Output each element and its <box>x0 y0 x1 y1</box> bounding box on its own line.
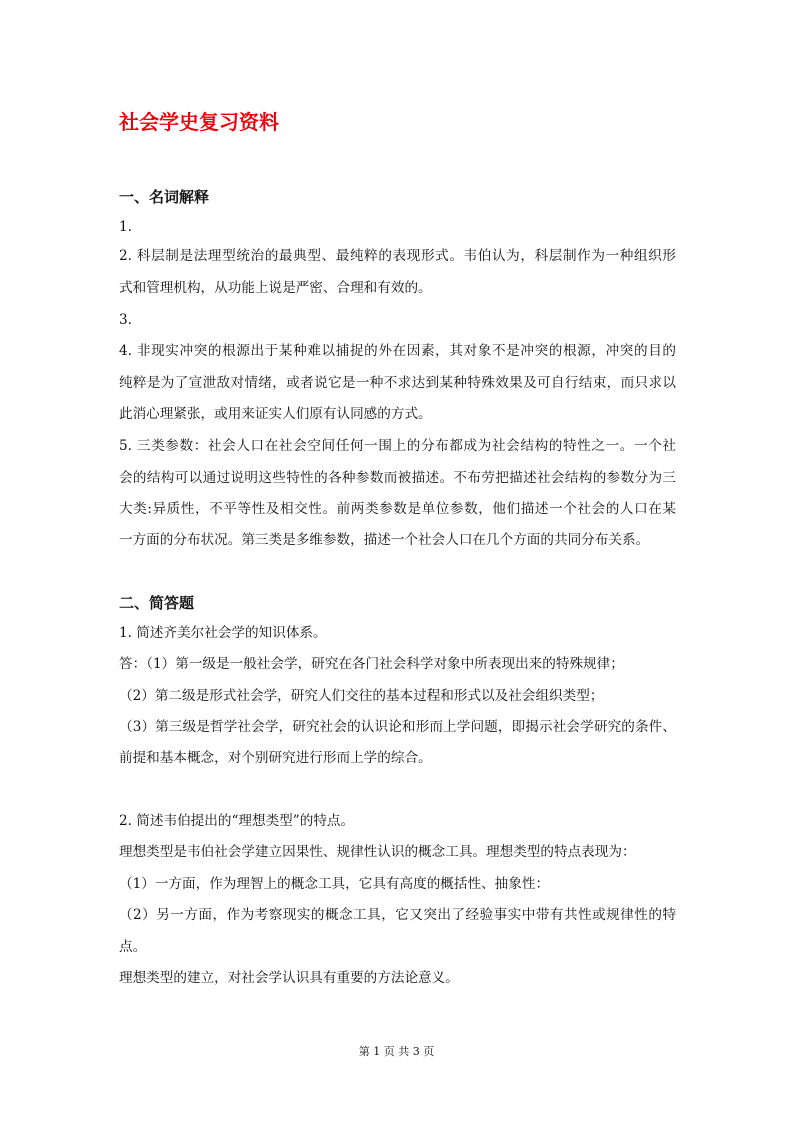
text-line: 会的结构可以通过说明这些特性的各种参数而被描述。不布劳把描述社会结构的参数分为三 <box>119 470 676 486</box>
text-line: （2）另一方面，作为考察现实的概念工具，它又突出了经验事实中带有共性或规律性的特 <box>119 907 676 923</box>
text-line: 式和管理机构，从功能上说是严密、合理和有效的。 <box>119 280 432 296</box>
text-line: 点。 <box>119 939 147 955</box>
question-line: 1. 简述齐美尔社会学的知识体系。 <box>119 625 327 641</box>
document-title: 社会学史复习资料 <box>119 110 279 134</box>
text-line: （1）一方面，作为理智上的概念工具，它具有高度的概括性、抽象性： <box>119 876 550 892</box>
text-line: 3. <box>119 312 132 328</box>
page-footer: 第 1 页 共 3 页 <box>358 1045 435 1058</box>
text-line: 纯粹是为了宣泄敌对情绪，或者说它是一种不求达到某种特殊效果及可自行结束，而只求以 <box>119 375 676 391</box>
text-line: 前提和基本概念，对个别研究进行形而上学的综合。 <box>119 750 432 766</box>
section-heading-short-answer: 二、简答题 <box>119 594 195 612</box>
text-line: 一方面的分布状况。第三类是多维参数，描述一个社会人口在几个方面的共同分布关系。 <box>119 532 650 548</box>
text-line: 答：（1）第一级是一般社会学，研究在各门社会科学对象中所表现出来的特殊规律； <box>119 656 624 672</box>
text-line: 理想类型的建立，对社会学认识具有重要的方法论意义。 <box>119 970 459 986</box>
text-line: 此消心理紧张，或用来证实人们原有认同感的方式。 <box>119 406 432 422</box>
text-line: 大类:异质性，不平等性及相交性。前两类参数是单位参数，他们描述一个社会的人口在某 <box>119 501 676 517</box>
section-heading-terms: 一、名词解释 <box>119 188 210 206</box>
text-line: 2. 科层制是法理型统治的最典型、最纯粹的表现形式。韦伯认为，科层制作为一种组织形 <box>119 248 676 264</box>
text-line: 5. 三类参数：社会人口在社会空间任何一围上的分布都成为社会结构的特性之一。一个社 <box>119 438 676 454</box>
text-line: 理想类型是韦伯社会学建立因果性、规律性认识的概念工具。理想类型的特点表现为： <box>119 844 636 860</box>
text-line: 1. <box>119 219 132 235</box>
text-line: （2）第二级是形式社会学，研究人们交往的基本过程和形式以及社会组织类型； <box>119 688 604 704</box>
question-line: 2. 简述韦伯提出的“理想类型”的特点。 <box>119 813 355 829</box>
text-line: （3）第三级是哲学社会学，研究社会的认识论和形而上学问题，即揭示社会学研究的条件、 <box>119 719 676 735</box>
text-line: 4. 非现实冲突的根源出于某种难以捕捉的外在因素，其对象不是冲突的根源，冲突的目的 <box>119 343 676 359</box>
